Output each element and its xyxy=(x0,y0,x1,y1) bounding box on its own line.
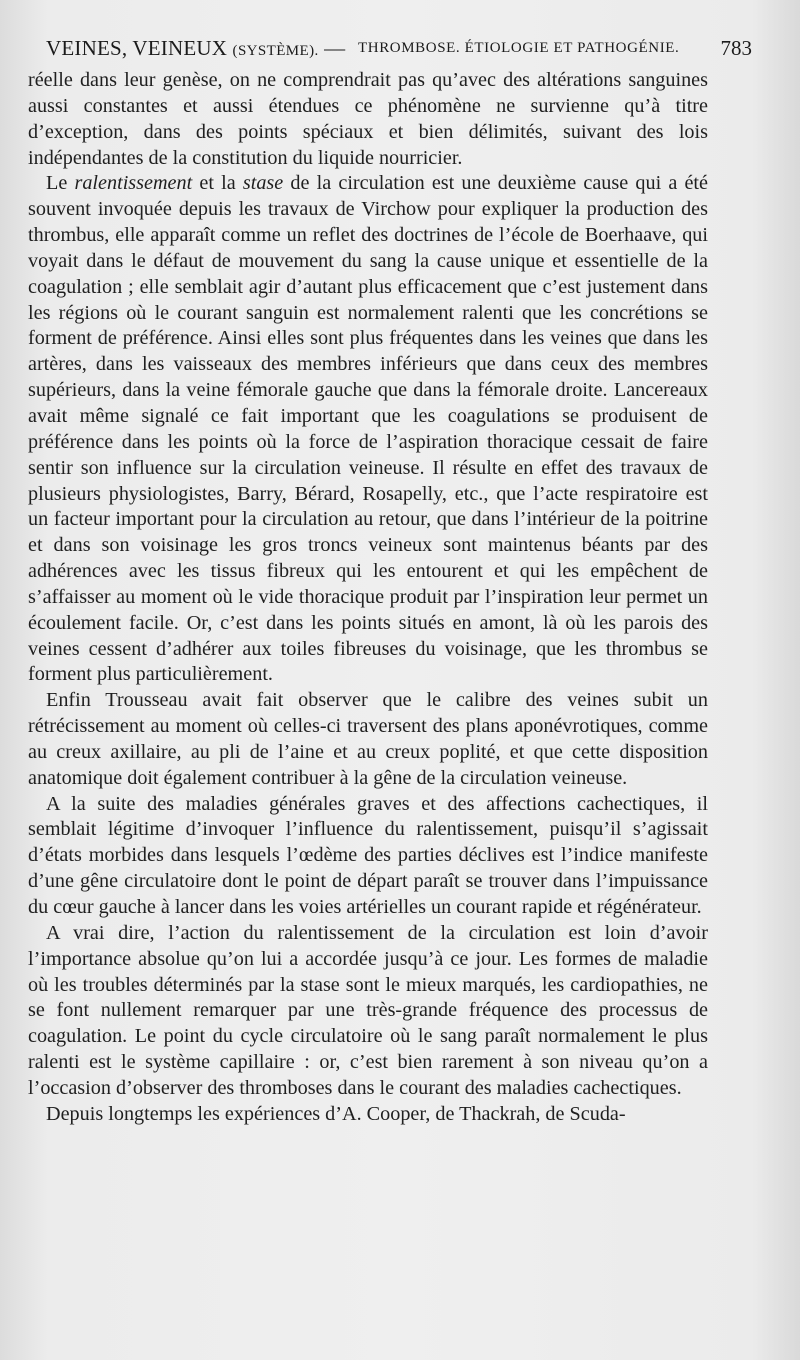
paragraph-2-text-b: et la xyxy=(192,172,243,195)
paragraph-4 xyxy=(28,792,708,921)
body-text xyxy=(28,68,708,1128)
paragraph-5-text: A vrai dire, l’action du ralentissement de la circulation est loin d’avoir l’importance absolue qu’on lui a accordée jusqu’à ce jour. Les formes de maladie où les troubles déterminés par la stase sont le mieux marqués, les cardiopathies, ne se font nullement remarquer par une très-grande fréquence des processus de coagulation. Le point du cycle circulatoire où le sang paraît normalement le plus ralenti est le système capillaire : or, c’est bien rarement à son niveau qu’on a l’occasion d’observer des thromboses dans le courant des maladies cachectiques. xyxy=(28,921,708,1099)
page-number: 783 xyxy=(720,36,752,60)
paragraph-2-text-a: Le xyxy=(46,172,75,195)
paragraph-1-text: réelle dans leur genèse, on ne comprendrait pas qu’avec des altérations sanguines aussi constantes et aussi étendues ce phénomène ne survienne qu’à titre d’exception, dans des points spéciaux et bien délimités, suivant des lois indépendantes de la constitution du liquide nourricier. xyxy=(28,69,708,169)
header-section: THROMBOSE. ÉTIOLOGIE ET PATHOGÉNIE. xyxy=(358,40,680,56)
header-title-small: (SYSTÈME). xyxy=(232,43,319,59)
paragraph-4-text: A la suite des maladies générales graves et des affections cachectiques, il semblait légitime d’invoquer l’influence du ralentissement, puisqu’il s’agissait d’états morbides dans lesquels l’œdème des parties déclives est l’indice manifeste d’une gêne circulatoire dont le point de départ paraît se trouver dans l’impuissance du cœur gauche à lancer dans les voies artérielles un courant rapide et régénérateur. xyxy=(28,792,708,918)
header-title xyxy=(46,36,345,61)
header-title-main: VEINES, VEINEUX xyxy=(46,36,228,60)
paragraph-2 xyxy=(28,171,708,688)
paragraph-5 xyxy=(28,921,708,1102)
header-dash: — xyxy=(324,36,346,60)
emphasis-stase: stase xyxy=(242,172,284,195)
paragraph-6-text: Depuis longtemps les expériences d’A. Cooper, de Thackrah, de Scuda- xyxy=(46,1102,626,1125)
emphasis-ralentissement: ralentissement xyxy=(74,172,193,195)
paragraph-2-text-c: de la circulation est une deuxième cause qui a été souvent invoquée depuis les travaux de Virchow pour expliquer la production des thrombus, elle apparaît comme un reflet des doctrines de l’école de Boerhaave, qui voyait dans le défaut de mouvement du sang la cause unique et essentielle de la coagulation ; elle semblait agir d’autant plus efficacement que c’est justement dans les régions où le courant sanguin est normalement ralenti que les concrétions se forment de préférence. Ainsi elles sont plus fréquentes dans les veines que dans les artères, dans les vaisseaux des membres inférieurs que dans ceux des membres supérieurs, dans la veine fémorale gauche que dans la fémorale droite. Lancereaux avait même signalé ce fait important que les coagulations se produisent de préférence dans les points où la force de l’aspiration thoracique cessait de faire sentir son influence sur la circulation veineuse. Il résulte en effet des travaux de plusieurs physiologistes, Barry, Bérard, Rosapelly, etc., que l’acte respiratoire est un facteur important pour la circulation au retour, que dans l’intérieur de la poitrine et dans son voisinage les gros troncs veineux sont maintenus béants par des adhérences avec les tissus fibreux qui les entourent et qui les empêchent de s’affaisser au moment où le vide thoracique produit par l’inspiration leur permet un écoulement facile. Or, c’est dans les points situés en amont, là où les parois des veines cessent d’adhérer aux toiles fibreuses du voisinage, que les thrombus se forment plus particulièrement. xyxy=(28,172,709,686)
paragraph-6 xyxy=(28,1102,708,1128)
paragraph-1 xyxy=(28,68,708,171)
paragraph-3-text: Enfin Trousseau avait fait observer que le calibre des veines subit un rétrécissement au moment où celles-ci traversent des plans aponévrotiques, comme au creux axillaire, au pli de l’aine et au creux poplité, et que cette disposition anatomique doit également contribuer à la gêne de la circulation veineuse. xyxy=(28,689,708,789)
running-header xyxy=(46,36,752,64)
paragraph-3 xyxy=(28,688,708,791)
